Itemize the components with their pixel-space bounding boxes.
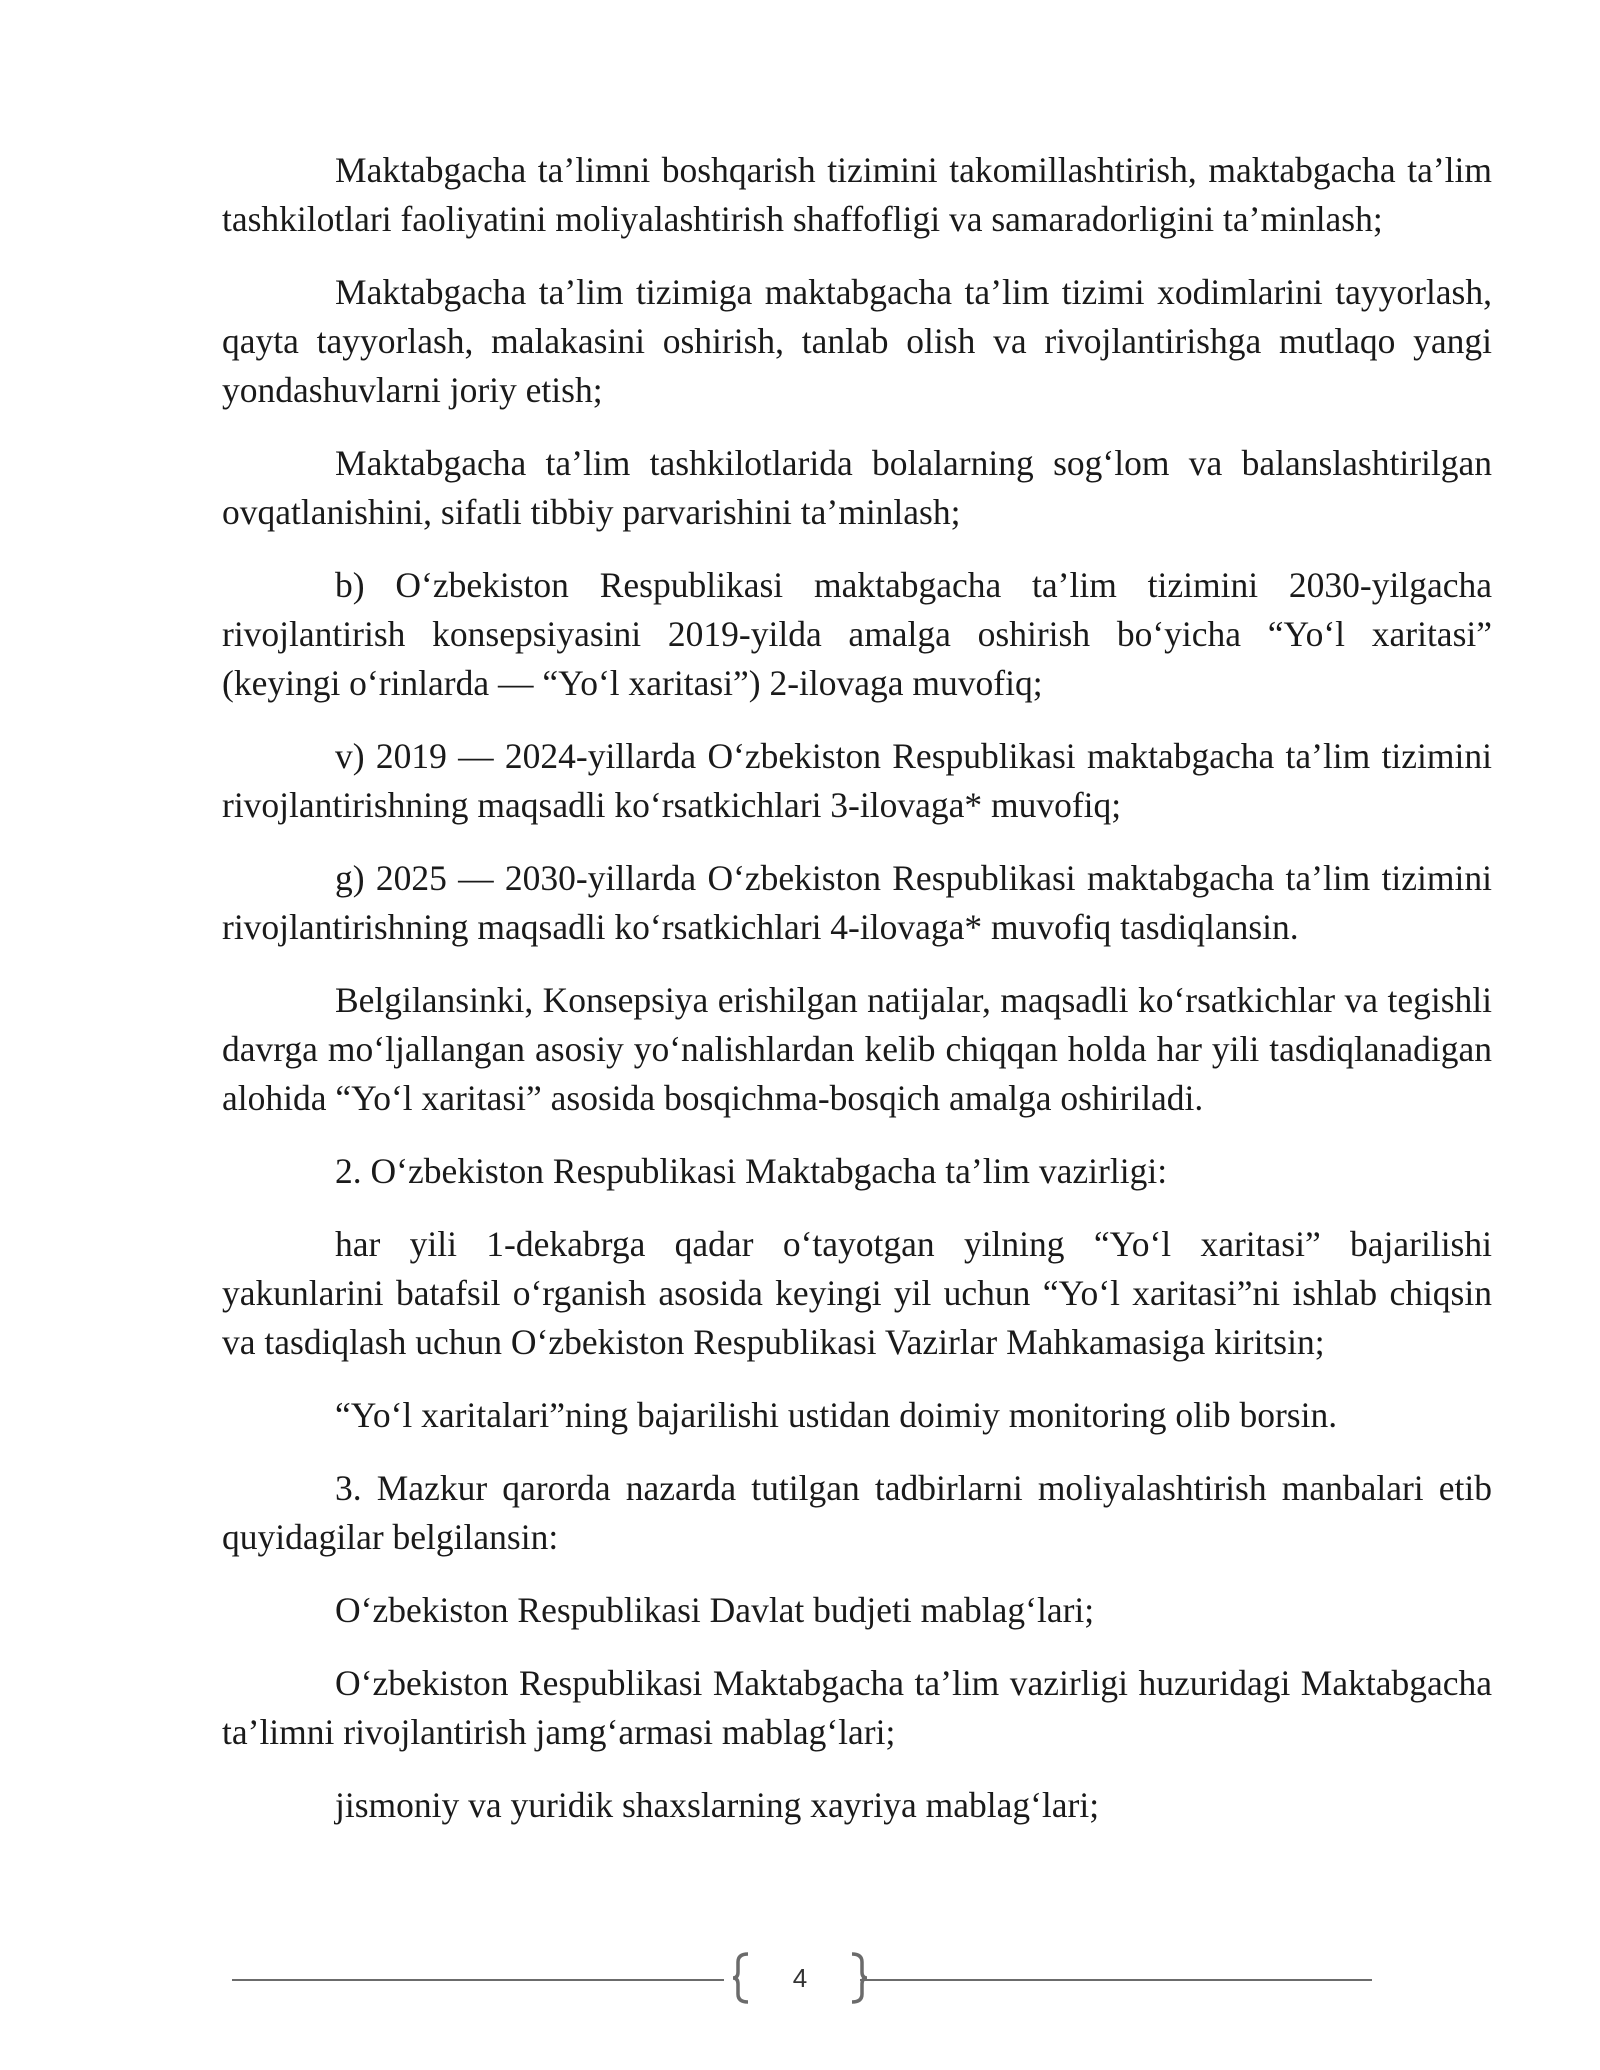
paragraph-concept-stages: Belgilansinki, Konsepsiya erishilgan natijalar, maqsadli ko‘rsatkichlar va tegishli davrga mo‘ljallangan asosiy yo‘nalishlardan kelib chiqqan holda har yili tasdiqlanadigan alohida “Yo‘l xaritasi” asosida bosqichma-bosqich amalga oshiriladi.: [222, 980, 1492, 1118]
paragraph-management-transparency: Maktabgacha ta’limni boshqarish tizimini takomillashtirish, maktabgacha ta’lim tashkilotlari faoliyatini moliyalashtirish shaffofligi va samaradorligini ta’minlash;: [222, 150, 1492, 239]
paragraph-item-g-targets: g) 2025 — 2030-yillarda O‘zbekiston Respublikasi maktabgacha ta’lim tizimini rivojlantirishning maqsadli ko‘rsatkichlari 4-ilovaga* muvofiq tasdiqlansin.: [222, 858, 1492, 947]
paragraph-monitoring: “Yo‘l xaritalari”ning bajarilishi ustidan doimiy monitoring olib borsin.: [335, 1395, 1338, 1435]
paragraph-charity-funds: jismoniy va yuridik shaxslarning xayriya mablag‘lari;: [335, 1785, 1100, 1825]
paragraph-state-budget: O‘zbekiston Respublikasi Davlat budjeti mablag‘lari;: [335, 1590, 1095, 1630]
document-body: [222, 146, 1492, 1854]
left-bracket-icon: [730, 1952, 752, 2004]
paragraph-item-b-roadmap: b) O‘zbekiston Respublikasi maktabgacha ta’lim tizimini 2030-yilgacha rivojlantirish konsepsiyasini 2019-yilda amalga oshirish bo‘yicha “Yo‘l xaritasi” (keyingi o‘rinlarda — “Yo‘l xaritasi”) 2-ilovaga muvofiq;: [222, 565, 1492, 703]
paragraph-item-v-targets: v) 2019 — 2024-yillarda O‘zbekiston Respublikasi maktabgacha ta’lim tizimini rivojlantirishning maqsadli ko‘rsatkichlari 3-ilovaga* muvofiq;: [222, 736, 1492, 825]
footer-rule-left: [232, 1979, 724, 1981]
paragraph-annual-roadmap: har yili 1-dekabrga qadar o‘tayotgan yilning “Yo‘l xaritasi” bajarilishi yakunlarini batafsil o‘rganish asosida keyingi yil uchun “Yo‘l xaritasi”ni ishlab chiqsin va tasdiqlash uchun O‘zbekiston Respublikasi Vazirlar Mahkamasiga kiritsin;: [222, 1224, 1492, 1362]
paragraph-section-2-heading: 2. O‘zbekiston Respublikasi Maktabgacha ta’lim vazirligi:: [335, 1151, 1168, 1191]
footer-rule-right: [860, 1979, 1372, 1981]
paragraph-section-3-funding: 3. Mazkur qarorda nazarda tutilgan tadbirlarni moliyalashtirish manbalari etib quyidagilar belgilansin:: [222, 1468, 1492, 1557]
paragraph-nutrition-care: Maktabgacha ta’lim tashkilotlarida bolalarning sog‘lom va balanslashtirilgan ovqatlanishini, sifatli tibbiy parvarishini ta’minlash;: [222, 443, 1492, 532]
page-number: 4: [792, 1963, 808, 1993]
page-footer: [232, 1948, 1372, 2012]
paragraph-development-fund: O‘zbekiston Respublikasi Maktabgacha ta’lim vazirligi huzuridagi Maktabgacha ta’limni rivojlantirish jamg‘armasi mablag‘lari;: [222, 1663, 1492, 1752]
right-bracket-icon: [848, 1952, 870, 2004]
paragraph-staff-training: Maktabgacha ta’lim tizimiga maktabgacha ta’lim tizimi xodimlarini tayyorlash, qayta tayyorlash, malakasini oshirish, tanlab olish va rivojlantirishga mutlaqo yangi yondashuvlarni joriy etish;: [222, 272, 1492, 410]
